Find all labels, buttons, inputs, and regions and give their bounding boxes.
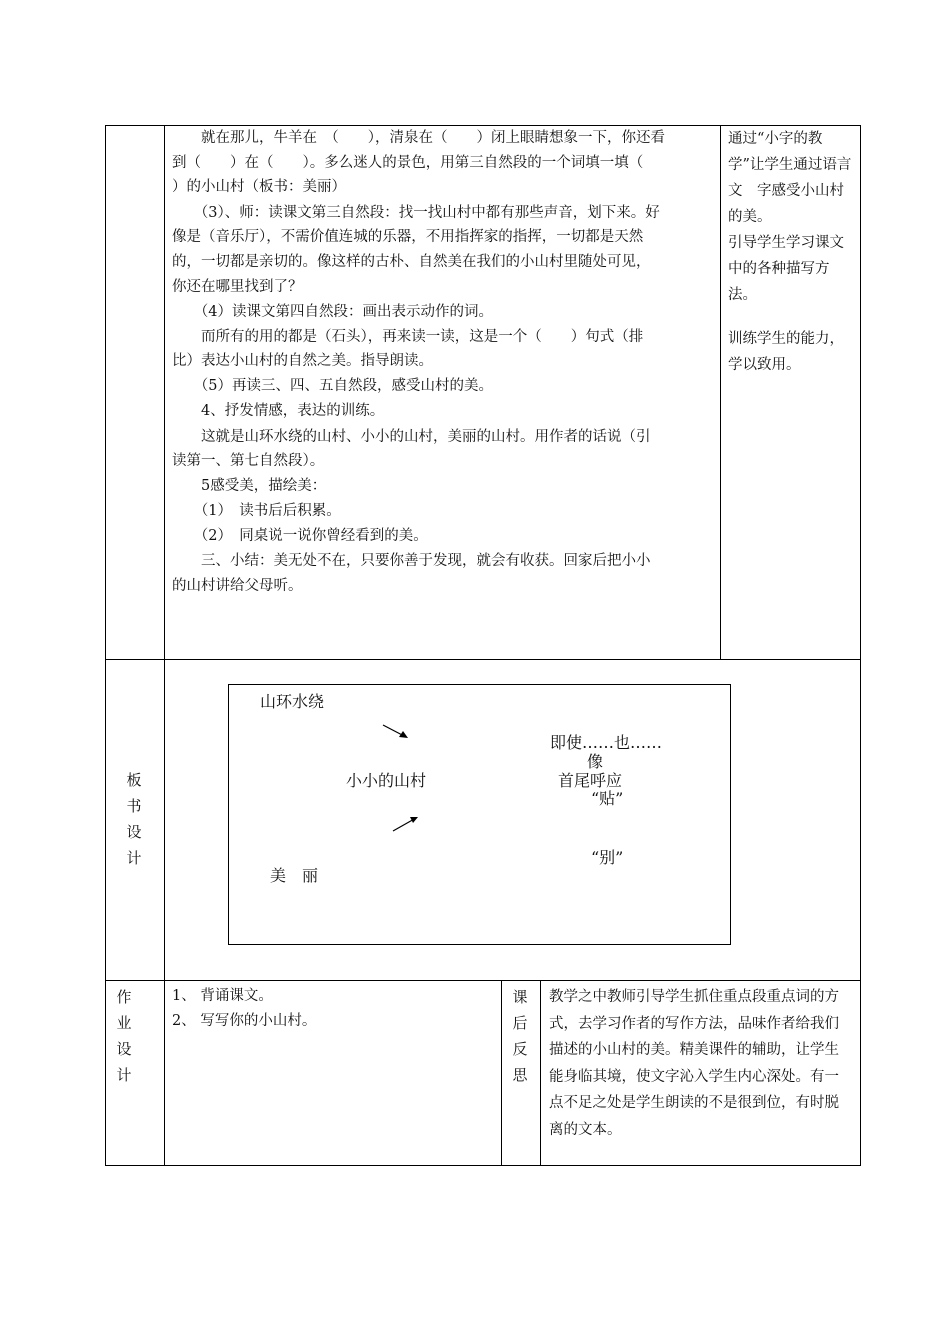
board-item-right-4: “贴” — [591, 789, 624, 808]
content-line: （5）再读三、四、五自然段，感受山村的美。 — [172, 378, 493, 394]
content-line: 读第一、第七自然段）。 — [172, 453, 325, 469]
homework-label: 作业设计 — [116, 988, 132, 1084]
content-line: （4）读课文第四自然段：画出表示动作的词。 — [172, 304, 493, 320]
homework-item: 2、 写写你的小山村。 — [172, 1013, 317, 1029]
arrow-up-right-icon — [393, 817, 418, 831]
content-line: 三、小结：美无处不在，只要你善于发现，就会有收获。回家后把小小 — [172, 553, 651, 569]
content-line: 的山村讲给父母听。 — [172, 578, 303, 594]
board-item-center: 小小的山村 — [346, 771, 427, 790]
board-item-top-left: 山环水绕 — [260, 692, 325, 711]
note-2: 引导学生学习课文中的各种描写方法。 — [728, 235, 844, 303]
content-line: 比）表达小山村的自然之美。指导朗读。 — [172, 353, 433, 369]
content-line: 5感受美，描绘美： — [172, 478, 327, 494]
reflection-label: 课后反思 — [512, 988, 528, 1084]
content-line: 像是（音乐厅），不需价值连城的乐器，不用指挥家的指挥，一切都是天然 — [172, 229, 644, 245]
note-1: 通过“小字的教学”让学生通过语言文 字感受小山村的美。 — [728, 131, 852, 225]
reflection-text: 教学之中教师引导学生抓住重点段重点词的方式，去学习作者的写作方法，品味作者给我们描述的小山村的美。精美课件的辅助，让学生能身临其境，使文字沁入学生内心深处。有一点不足之处是学生朗读的不是很到位，有时脱离的文本。 — [549, 989, 839, 1138]
content-line: （2） 同桌说一说你曾经看到的美。 — [172, 528, 428, 544]
board-item-right-1: 即使……也…… — [550, 733, 663, 752]
board-item-right-5: “别” — [591, 848, 624, 867]
content-line: ）的小山村（板书：美丽） — [172, 179, 346, 195]
content-line: （3）、师：读课文第三自然段：找一找山村中都有那些声音，划下来。好 — [172, 205, 660, 221]
content-line: 你还在哪里找到了？ — [172, 279, 303, 295]
board-item-right-2: 像 — [587, 752, 604, 771]
board-item-right-3: 首尾呼应 — [558, 771, 623, 790]
content-line: 而所有的用的都是（石头），再来读一读，这是一个（ ）句式（排 — [172, 329, 644, 345]
arrow-down-right-icon — [383, 725, 408, 738]
content-line: 就在那儿，牛羊在 （ ），清泉在（ ）闭上眼睛想象一下，你还看 — [172, 130, 665, 146]
homework-list — [172, 984, 492, 1034]
note-3: 训练学生的能力，学以致用。 — [728, 331, 844, 373]
board-item-bottom-left: 美 丽 — [270, 866, 319, 885]
board-design-label: 板书设计 — [126, 771, 142, 867]
content-line: 这就是山环水绕的山村、小小的山村，美丽的山村。用作者的话说（引 — [172, 429, 651, 445]
content-line: 的，一切都是亲切的。像这样的古朴、自然美在我们的小山村里随处可见， — [172, 254, 651, 270]
content-line: 4、抒发情感，表达的训练。 — [172, 403, 385, 419]
content-line: （1） 读书后后积累。 — [172, 503, 341, 519]
homework-item: 1、 背诵课文。 — [172, 988, 273, 1004]
content-line: 到（ ）在（ ）。多么迷人的景色，用第三自然段的一个词填一填（ — [172, 155, 644, 171]
